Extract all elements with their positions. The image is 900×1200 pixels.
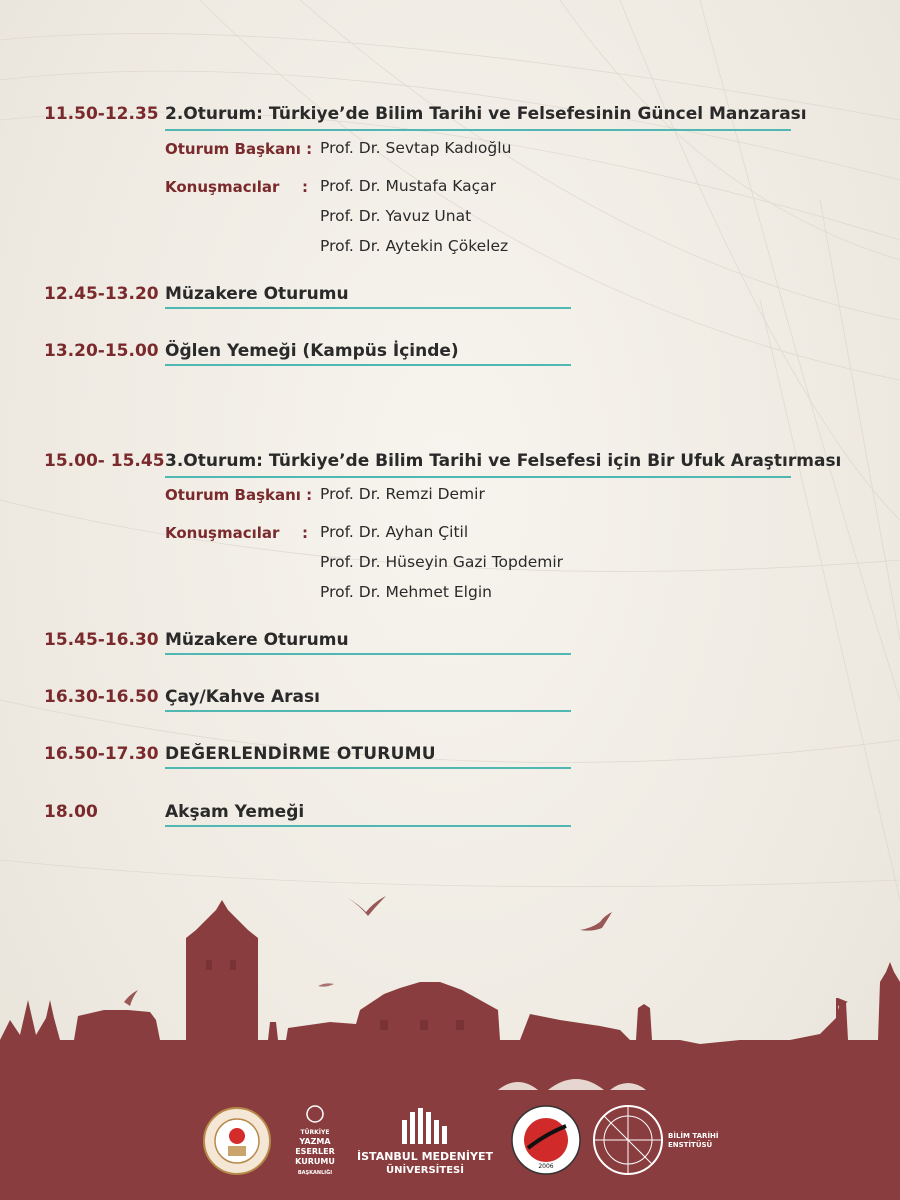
svg-text:ENSTİTÜSÜ: ENSTİTÜSÜ bbox=[668, 1141, 713, 1149]
session-title: 3.Oturum: Türkiye’de Bilim Tarihi ve Felsefesi için Bir Ufuk Araştırması bbox=[165, 451, 842, 471]
bilim-tarihi-enstitusu-logo bbox=[592, 1104, 719, 1178]
bird-icon bbox=[348, 896, 386, 916]
speaker-name: Prof. Dr. Ayhan Çitil bbox=[320, 523, 469, 541]
kastamonu-universitesi-logo bbox=[510, 1104, 582, 1176]
title-rule bbox=[165, 767, 571, 769]
title-rule bbox=[165, 653, 571, 655]
svg-text:ESERLER: ESERLER bbox=[295, 1147, 335, 1156]
svg-text:YAZMA: YAZMA bbox=[299, 1137, 331, 1146]
speaker-name: Prof. Dr. Aytekin Çökelez bbox=[320, 237, 509, 255]
item-title: Çay/Kahve Arası bbox=[165, 687, 320, 707]
item-title: Müzakere Oturumu bbox=[165, 284, 349, 304]
title-rule bbox=[165, 710, 571, 712]
speaker-name: Prof. Dr. Yavuz Unat bbox=[320, 207, 472, 225]
speakers-label: Konuşmacılar bbox=[165, 178, 280, 196]
title-rule bbox=[165, 364, 571, 366]
svg-text:TÜRKİYE: TÜRKİYE bbox=[300, 1129, 330, 1136]
speakers-colon: : bbox=[302, 524, 308, 542]
title-rule bbox=[165, 476, 791, 478]
item-time: 18.00 bbox=[44, 802, 98, 822]
speakers-colon: : bbox=[302, 178, 308, 196]
item-time: 12.45-13.20 bbox=[44, 284, 159, 304]
item-time: 15.45-16.30 bbox=[44, 630, 159, 650]
chair-label: Oturum Başkanı : bbox=[165, 140, 313, 158]
speaker-name: Prof. Dr. Hüseyin Gazi Topdemir bbox=[320, 553, 564, 571]
item-time: 13.20-15.00 bbox=[44, 341, 159, 361]
svg-text:2006: 2006 bbox=[538, 1163, 554, 1170]
chair-name: Prof. Dr. Sevtap Kadıoğlu bbox=[320, 139, 512, 157]
svg-text:BİLİM TARİHİ: BİLİM TARİHİ bbox=[668, 1132, 719, 1140]
chair-name: Prof. Dr. Remzi Demir bbox=[320, 485, 485, 503]
item-title: DEĞERLENDİRME OTURUMU bbox=[165, 744, 436, 764]
svg-text:İSTANBUL MEDENİYET: İSTANBUL MEDENİYET bbox=[357, 1150, 493, 1163]
bird-icon bbox=[580, 912, 612, 931]
session-time: 11.50-12.35 bbox=[44, 104, 159, 124]
item-time: 16.50-17.30 bbox=[44, 744, 159, 764]
istanbul-medeniyet-universitesi-logo bbox=[350, 1106, 500, 1178]
bird-icon bbox=[318, 983, 334, 986]
session-time: 15.00- 15.45 bbox=[44, 451, 165, 471]
chair-label: Oturum Başkanı : bbox=[165, 486, 313, 504]
speaker-name: Prof. Dr. Mehmet Elgin bbox=[320, 583, 492, 601]
svg-text:BAŞKANLIĞI: BAŞKANLIĞI bbox=[297, 1170, 333, 1176]
svg-text:ÜNİVERSİTESİ: ÜNİVERSİTESİ bbox=[386, 1165, 464, 1176]
item-title: Akşam Yemeği bbox=[165, 802, 305, 822]
partner-logos bbox=[0, 1100, 900, 1200]
item-time: 16.30-16.50 bbox=[44, 687, 159, 707]
title-rule bbox=[165, 307, 571, 309]
svg-text:KURUMU: KURUMU bbox=[295, 1157, 335, 1166]
title-rule bbox=[165, 825, 571, 827]
kastamonu-valiligi-logo bbox=[202, 1106, 272, 1176]
item-title: Müzakere Oturumu bbox=[165, 630, 349, 650]
speaker-name: Prof. Dr. Mustafa Kaçar bbox=[320, 177, 497, 195]
yazma-eserler-kurumu-logo bbox=[290, 1104, 340, 1184]
session-title: 2.Oturum: Türkiye’de Bilim Tarihi ve Felsefesinin Güncel Manzarası bbox=[165, 104, 807, 124]
speakers-label: Konuşmacılar bbox=[165, 524, 280, 542]
title-rule bbox=[165, 129, 791, 131]
bird-icon bbox=[124, 990, 138, 1006]
item-title: Öğlen Yemeği (Kampüs İçinde) bbox=[165, 341, 459, 361]
